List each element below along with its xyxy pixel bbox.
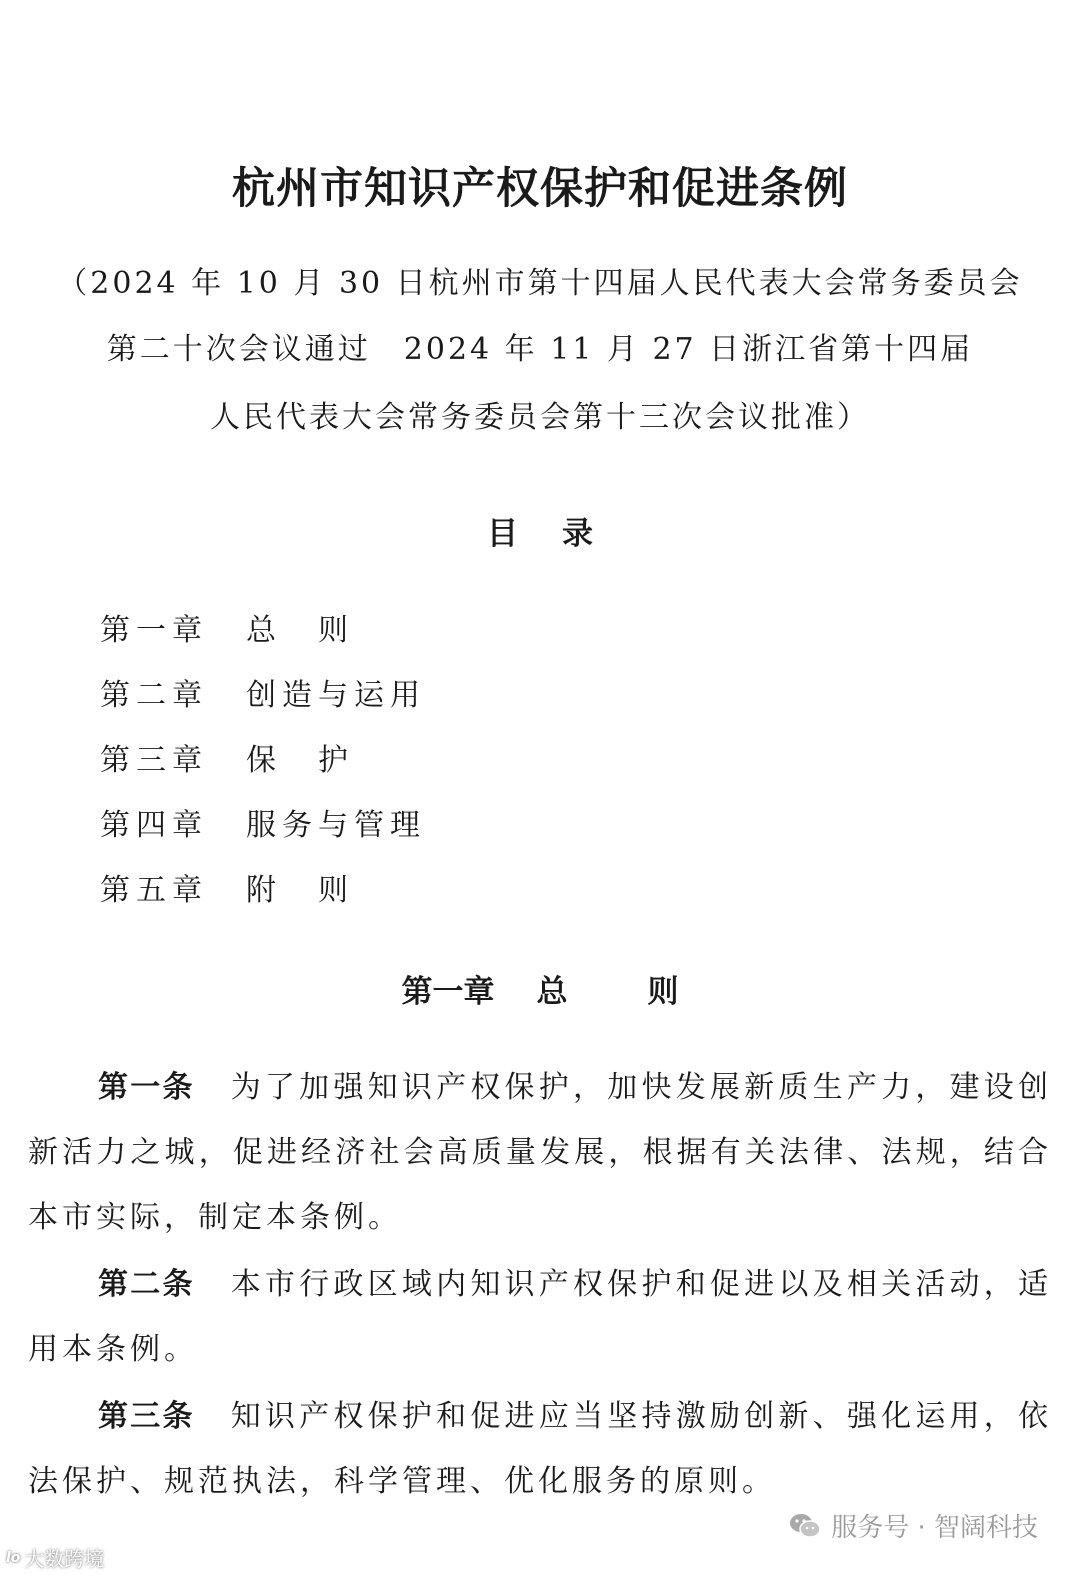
- toc-item: [100, 735, 426, 800]
- article-paragraph: [28, 1055, 1052, 1250]
- toc-heading-char-2: 录: [562, 516, 593, 552]
- article-paragraph: [28, 1384, 1052, 1514]
- toc-chapter-number: 第三章: [100, 743, 208, 778]
- watermark-logo-icon: lo: [6, 1549, 21, 1566]
- article-number: 第二条: [98, 1267, 195, 1302]
- chapter-heading-number: 第一章: [401, 974, 495, 1010]
- chapter-heading: [0, 966, 1080, 1011]
- watermark-right: [789, 1507, 1038, 1544]
- toc-chapter-name: 附 则: [246, 873, 354, 908]
- article-text: 本市行政区域内知识产权保护和促进以及相关活动，适用本条例。: [28, 1267, 1053, 1367]
- document-title: 杭州市知识产权保护和促进条例: [232, 164, 848, 214]
- toc-chapter-number: 第五章: [100, 873, 208, 908]
- toc-item: [100, 800, 426, 865]
- toc-chapter-name: 总 则: [246, 613, 354, 648]
- article-number: 第三条: [98, 1399, 195, 1434]
- watermark-left: [6, 1543, 104, 1572]
- toc-item: [100, 605, 426, 670]
- toc-chapter-name: 保 护: [246, 743, 354, 778]
- watermark-left-text: 大数跨境: [24, 1547, 105, 1571]
- toc-item: [100, 865, 426, 930]
- subtitle-line-1: （2024 年 10 月 30 日杭州市第十四届人民代表大会常务委员会: [57, 266, 1023, 301]
- toc-chapter-name: 服务与管理: [246, 808, 426, 843]
- article-paragraph: [28, 1252, 1052, 1382]
- toc-heading-char-1: 目: [487, 516, 518, 552]
- toc-heading: [0, 508, 1080, 553]
- toc-chapter-number: 第二章: [100, 678, 208, 713]
- wechat-icon: [789, 1512, 821, 1540]
- watermark-right-text: 服务号 · 智阔科技: [831, 1513, 1038, 1543]
- article-text: 知识产权保护和促进应当坚持激励创新、强化运用，依法保护、规范执法，科学管理、优化服务的原则。: [28, 1399, 1053, 1499]
- article-number: 第一条: [98, 1070, 195, 1105]
- subtitle-line-2: 第二十次会议通过 2024 年 11 月 27 日浙江省第十四届: [106, 332, 974, 367]
- toc-chapter-number: 第一章: [100, 613, 208, 648]
- toc-chapter-name: 创造与运用: [246, 678, 426, 713]
- chapter-heading-name: 总则: [536, 974, 759, 1010]
- toc-item: [100, 670, 426, 735]
- article-text: 为了加强知识产权保护，加快发展新质生产力，建设创新活力之城，促进经济社会高质量发展，根据有关法律、法规，结合本市实际，制定本条例。: [28, 1070, 1053, 1235]
- table-of-contents: [100, 605, 426, 930]
- toc-chapter-number: 第四章: [100, 808, 208, 843]
- subtitle-line-3: 人民代表大会常务委员会第十三次会议批准）: [210, 400, 870, 435]
